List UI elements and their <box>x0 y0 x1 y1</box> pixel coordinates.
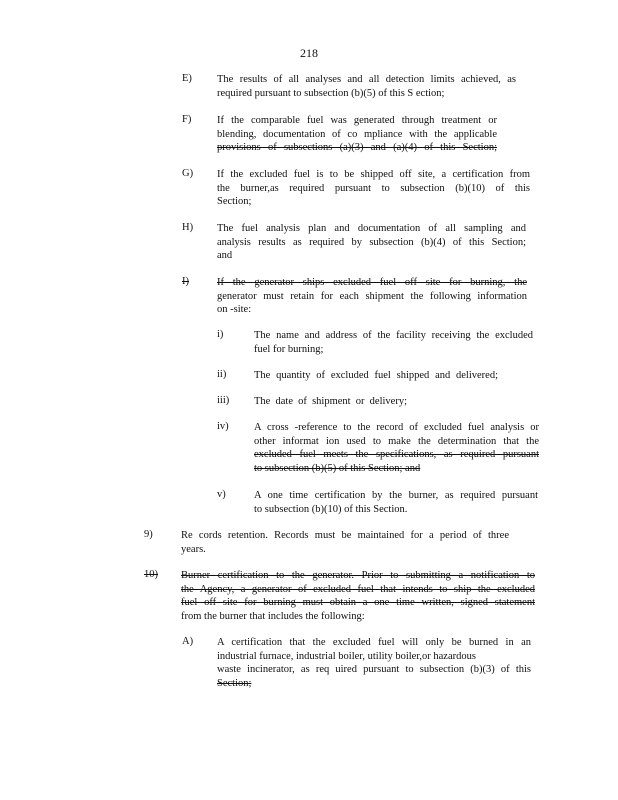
text-line: The quantity of excluded fuel shipped and delivered; <box>254 370 498 381</box>
text-line: years. <box>181 543 206 555</box>
text-line: Re cords retention. Records must be maintained for a period of three <box>181 530 509 541</box>
item-label: v) <box>217 489 226 500</box>
item-text <box>181 529 509 556</box>
item-text <box>254 369 498 383</box>
item-label: G) <box>182 168 194 179</box>
page-number: 218 <box>300 46 318 60</box>
text-line-deleted: Section; <box>217 677 252 689</box>
text-line: on -site: <box>217 304 252 316</box>
text-line: generator must retain for each shipment the following information <box>217 290 527 302</box>
item-text <box>217 114 497 155</box>
item-text <box>254 395 407 409</box>
text-line-deleted: the Agency, a generator of excluded fuel that intends to ship the excluded <box>181 583 535 595</box>
text-line: A certification that the excluded fuel will only be burned in an <box>217 637 531 648</box>
text-line: industrial furnace, industrial boiler, utility boiler,or hazardous <box>217 650 476 662</box>
item-label: iv) <box>217 421 229 432</box>
text-line: waste incinerator, as req uired pursuant to subsection (b)(3) of this <box>217 664 531 676</box>
item-label: H) <box>182 222 194 233</box>
text-line-deleted: to subsection (b)(5) of this Section; and <box>254 462 421 474</box>
item-label: 10) <box>144 569 158 580</box>
text-line-deleted: excluded fuel meets the specifications, as required pursuant <box>254 449 539 461</box>
item-label: ii) <box>217 369 227 380</box>
item-label: I) <box>182 276 189 287</box>
item-text <box>254 421 539 475</box>
item-label: 9) <box>144 529 153 540</box>
item-text <box>181 569 535 623</box>
item-text <box>254 489 538 516</box>
text-line: If the comparable fuel was generated through treatment or <box>217 115 497 126</box>
text-line: from the burner that includes the following: <box>181 610 365 622</box>
text-line-deleted: If the generator ships excluded fuel off site for burning, the <box>217 277 527 288</box>
text-line: A one time certification by the burner, as required pursuant <box>254 490 538 501</box>
text-line: other informat ion used to make the determination that the <box>254 435 539 447</box>
text-line: The results of all analyses and all detection limits achieved, as <box>217 74 516 85</box>
item-text <box>254 329 533 356</box>
item-label: i) <box>217 329 224 340</box>
text-line: Section; <box>217 196 252 208</box>
text-line: analysis results as required by subsection (b)(4) of this Section; <box>217 236 526 248</box>
text-line: to subsection (b)(10) of this Section. <box>254 503 408 515</box>
text-line: fuel for burning; <box>254 343 324 355</box>
item-label: F) <box>182 114 192 125</box>
text-line-deleted: Burner certification to the generator. Prior to submitting a notification to <box>181 570 535 581</box>
item-text <box>217 636 531 690</box>
text-line: The name and address of the facility receiving the excluded <box>254 330 533 341</box>
item-text <box>217 276 527 317</box>
text-line: the burner,as required pursuant to subsection (b)(10) of this <box>217 182 530 194</box>
text-line-deleted: provisions of subsections (a)(3) and (a)(4) of this Section; <box>217 142 497 154</box>
text-line: The fuel analysis plan and documentation of all sampling and <box>217 223 526 234</box>
text-line: and <box>217 250 233 262</box>
text-line: required pursuant to subsection (b)(5) of this S ection; <box>217 87 445 99</box>
text-line: The date of shipment or delivery; <box>254 396 407 407</box>
text-line: A cross -reference to the record of excluded fuel analysis or <box>254 422 539 433</box>
item-text <box>217 222 526 263</box>
text-line-deleted: fuel off site for burning must obtain a one time written, signed statement <box>181 597 535 609</box>
text-line: If the excluded fuel is to be shipped off site, a certification from <box>217 169 530 180</box>
item-label: A) <box>182 636 194 647</box>
item-label: E) <box>182 73 192 84</box>
item-text <box>217 168 530 209</box>
item-text <box>217 73 516 100</box>
item-label: iii) <box>217 395 230 406</box>
text-line: blending, documentation of co mpliance with the applicable <box>217 128 497 140</box>
